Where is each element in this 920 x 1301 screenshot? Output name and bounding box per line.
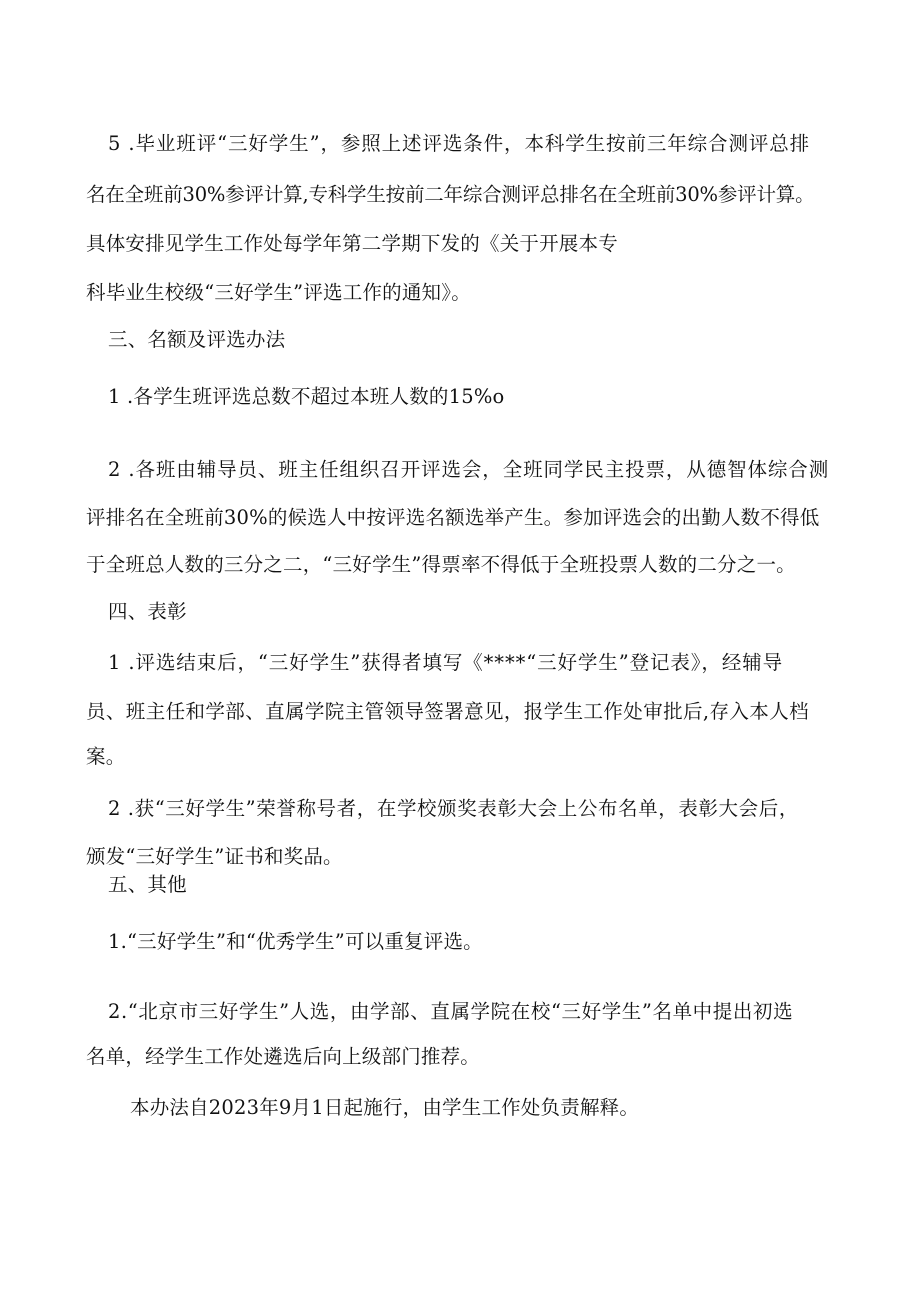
section-heading-other: 五、其他 — [108, 873, 187, 896]
commendation-item-2-line-2: 颁发“三好学生”证书和奖品。 — [86, 845, 343, 868]
quota-item-2-line-1: 2 .各班由辅导员、班主任组织召开评选会，全班同学民主投票，从德智体综合测 — [108, 458, 830, 481]
paragraph-5-line-1: 5 .毕业班评“三好学生”，参照上述评选条件，本科学生按前三年综合测评总排 — [108, 132, 811, 155]
quota-item-2-line-3: 于全班总人数的三分之二，“三好学生”得票率不得低于全班投票人数的二分之一。 — [86, 553, 796, 576]
paragraph-5-line-4: 科毕业生校级“三好学生”评选工作的通知》。 — [86, 281, 471, 304]
commendation-item-1-line-2: 员、班主任和学部、直属学院主管领导签署意见，报学生工作处审批后,存入本人档 — [86, 700, 809, 723]
other-item-2-line-2: 名单，经学生工作处遴选后向上级部门推荐。 — [86, 1045, 481, 1068]
other-item-1: 1.“三好学生”和“优秀学生”可以重复评选。 — [108, 930, 483, 953]
quota-item-2-line-2: 评排名在全班前30%的候选人中按评选名额选举产生。参加评选会的出勤人数不得低 — [86, 506, 820, 529]
effective-date-statement: 本办法自2023年9月1日起施行，由学生工作处负责解释。 — [130, 1096, 640, 1119]
other-item-2-line-1: 2.“北京市三好学生”人选，由学部、直属学院在校“三好学生”名单中提出初选 — [108, 1000, 794, 1023]
commendation-item-2-line-1: 2 .获“三好学生”荣誉称号者，在学校颁奖表彰大会上公布名单，表彰大会后， — [108, 797, 799, 820]
quota-item-1: 1 .各学生班评选总数不超过本班人数的15%o — [108, 385, 505, 408]
paragraph-5-line-2: 名在全班前30%参评计算,专科学生按前二年综合测评总排名在全班前30%参评计算。 — [86, 183, 815, 206]
paragraph-5-line-3: 具体安排见学生工作处每学年第二学期下发的《关于开展本专 — [86, 232, 618, 255]
section-heading-commendation: 四、表彰 — [108, 600, 187, 623]
commendation-item-1-line-3: 案。 — [86, 745, 126, 768]
section-heading-quota: 三、名额及评选办法 — [108, 328, 286, 351]
commendation-item-1-line-1: 1 .评选结束后，“三好学生”获得者填写《****“三好学生”登记表》，经辅导 — [108, 651, 784, 674]
